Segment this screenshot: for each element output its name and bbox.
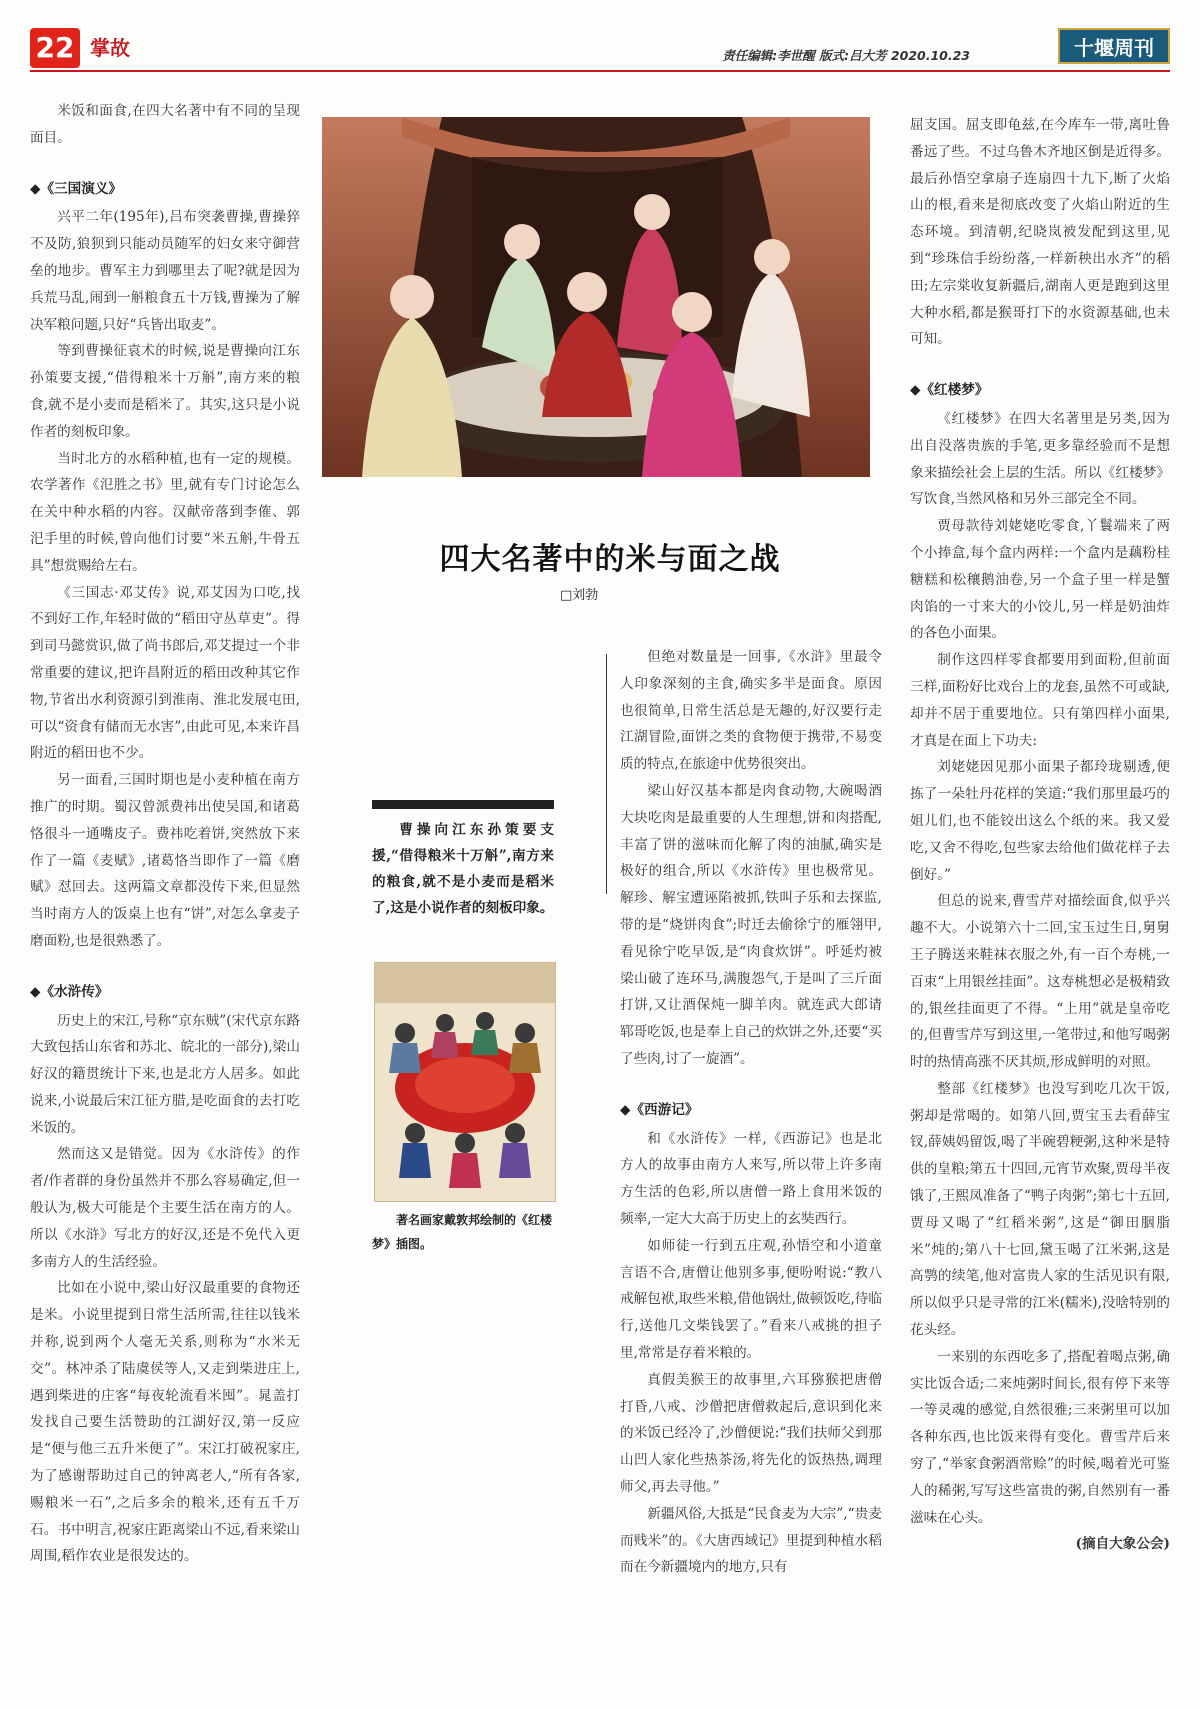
pull-quote-bar	[372, 800, 554, 809]
article-byline: □刘勃	[560, 588, 599, 603]
column-3	[910, 112, 1170, 1558]
page-header	[30, 28, 1170, 68]
paragraph: 但总的说来,曹雪芹对描绘面食,似乎兴趣不大。小说第六十二回,宝玉过生日,舅舅王子腾送来鞋袜衣服之外,有一百个寿桃,一百束“上用银丝挂面”。这寿桃想必是极精致的,银丝挂面更了不得。“上用”就是皇帝吃的,但曹雪芹写到这里,一笔带过,和他写喝粥时的热情高涨不厌其烦,形成鲜明的对照。	[910, 893, 1170, 1071]
masthead-logo: 十堰周刊	[1058, 28, 1170, 64]
section-heading: ◆《三国演义》	[30, 180, 123, 197]
paragraph: 和《水浒传》一样,《西游记》也是北方人的故事由南方人来写,所以带上许多南方生活的色彩,所以唐僧一路上食用米饭的频率,一定大大高于历史上的玄奘西行。	[620, 1130, 882, 1227]
paragraph: 等到曹操征袁术的时候,说是曹操向江东孙策要支援,“借得粮米十万斛”,南方来的粮食,就不是小麦而是稻米了。其实,这只是小说作者的刻板印象。	[30, 343, 300, 440]
paragraph: 然而这又是错觉。因为《水浒传》的作者/作者群的身份虽然并不那么容易确定,但一般认为,极大可能是个主要生活在南方的人。所以《水浒》写北方的好汉,还是不免代入更多南方人的生活经验。	[30, 1146, 300, 1270]
column-1	[30, 98, 300, 1570]
paragraph: 真假美猴王的故事里,六耳猕猴把唐僧打昏,八戒、沙僧把唐僧救起后,意识到化来的米饭已经冷了,沙僧便说:“我们扶师父到那山凹人家化些热茶汤,将先化的饭热热,调理师父,再去寻他。”	[620, 1371, 882, 1495]
paragraph: 历史上的宋江,号称“京东贼”(宋代京东路大致包括山东省和苏北、皖北的一部分),梁山好汉的籍贯统计下来,也是北方人居多。如此说来,小说最后宋江征方腊,是吃面食的去打吃米饭的。	[30, 1012, 300, 1136]
section-name: 掌故	[90, 36, 130, 60]
drama-still-photo	[322, 117, 870, 477]
paragraph: 新疆风俗,大抵是“民食麦为大宗”,“贵麦而贱米”的。《大唐西域记》里提到种植水稻而在今新疆境内的地方,只有	[620, 1505, 882, 1576]
paragraph: 屈支国。屈支即龟兹,在今库车一带,离吐鲁番远了些。不过乌鲁木齐地区倒是近得多。最后孙悟空拿扇子连扇四十九下,断了火焰山的根,看来是彻底改变了火焰山附近的生态环境。到清朝,纪晓岚被发配到这里,见到“珍珠信手纷纷落,一样新秧出水齐”的稻田;左宗棠收复新疆后,湖南人更是跑到这里大种水稻,都是猴哥打下的水资源基础,也未可知。	[910, 117, 1170, 348]
paragraph: 刘姥姥因见那小面果子都玲珑剔透,便拣了一朵牡丹花样的笑道:“我们那里最巧的姐儿们,也不能铰出这么个纸的来。我又爱吃,又舍不得吃,包些家去给他们做花样子去倒好。”	[910, 759, 1170, 883]
paragraph: 比如在小说中,梁山好汉最重要的食物还是米。小说里提到日常生活所需,往往以钱米并称,说到两个人毫无关系,则称为“水米无交”。林冲杀了陆虞侯等人,又走到柴进庄上,遇到柴进的庄客“每夜轮流看米囤”。晁盖打发找自己要生活赞助的江湖好汉,第一反应是“便与他三五升米便了”。宋江打破祝家庄,为了感谢帮助过自己的钟离老人,“所有各家,赐粮米一石”,之后多余的粮米,还有五千万石。书中明言,祝家庄距离梁山不远,看来梁山周围,稻作农业是很发达的。	[30, 1280, 300, 1565]
section-heading: ◆《红楼梦》	[910, 382, 989, 399]
paragraph: 《三国志·邓艾传》说,邓艾因为口吃,找不到好工作,年轻时做的“稻田守丛草吏”。得到司马懿赏识,做了尚书郎后,邓艾提过一个非常重要的建议,把许昌附近的稻田改种其它作物,节省出水利资源引到淮南、淮北发展屯田,可以“资食有储而无水害”,由此可见,本来许昌附近的稻田也不少。	[30, 584, 300, 762]
source-credit: (摘自大象公会)	[1075, 1536, 1170, 1553]
column-divider	[606, 654, 607, 894]
dream-red-chamber-illustration	[374, 962, 556, 1202]
paragraph: 另一面看,三国时期也是小麦种植在南方推广的时期。蜀汉曾派费祎出使吴国,和诸葛恪很斗一通嘴皮子。费祎吃着饼,突然放下来作了一篇《麦赋》,诸葛恪当即作了一篇《磨赋》怼回去。这两篇文章都没传下来,但显然当时南方人的饭桌上也有“饼”,对怎么拿麦子磨面粉,也是很熟悉了。	[30, 772, 300, 949]
paragraph: 制作这四样零食都要用到面粉,但前面三样,面粉好比戏台上的龙套,虽然不可或缺,却并不居于重要地位。只有第四样小面果,才真是在面上下功夫:	[910, 652, 1170, 749]
paragraph: 当时北方的水稻种植,也有一定的规模。农学著作《氾胜之书》里,就有专门讨论怎么在关中种水稻的内容。汉献帝落到李傕、郭汜手里的时候,曾向他们讨要“米五斛,牛骨五具”想赏赐给左右。	[30, 450, 300, 574]
caption-text: 著名画家戴敦邦绘制的《红楼梦》插图。	[372, 1213, 553, 1251]
paragraph: 《红楼梦》在四大名著里是另类,因为出自没落贵族的手笔,更多靠经验而不是想象来描绘社会上层的生活。所以《红楼梦》写饮食,当然风格和另外三部完全不同。	[910, 410, 1170, 508]
column-2	[620, 644, 882, 1581]
paragraph: 米饭和面食,在四大名著中有不同的呈现面目。	[30, 103, 300, 146]
paragraph: 梁山好汉基本都是肉食动物,大碗喝酒大块吃肉是最重要的人生理想,饼和肉搭配,丰富了饼的滋味而化解了肉的油腻,确实是极好的组合,所以《水浒传》里也极常见。解珍、解宝遭诬陷被抓,铁叫子乐和去探监,带的是“烧饼肉食”;时迁去偷徐宁的雁翎甲,看见徐宁吃早饭,是“肉食炊饼”。呼延灼被梁山破了连环马,满腹怨气,于是叫了三斤面打饼,又让酒保炖一脚羊肉。就连武大郎请郓哥吃饭,也是奉上自己的炊饼之外,还要“买了些肉,讨了一旋酒”。	[620, 782, 882, 1067]
header-rule	[30, 70, 1170, 72]
page-number: 22	[30, 28, 80, 68]
article-title: 四大名著中的米与面之战	[439, 542, 781, 577]
paragraph: 一来别的东西吃多了,搭配着喝点粥,确实比饭合适;二来炖粥时间长,很有停下来等一等灵魂的感觉,自然很雅;三来粥里可以加各种东西,也比饭来得有变化。曹雪芹后来穷了,“举家食粥酒常赊”的时候,喝着光可鉴人的稀粥,写写这些富贵的粥,自然别有一番滋味在心头。	[910, 1348, 1170, 1526]
illustration-caption	[372, 1208, 554, 1256]
illustration-drawing	[375, 963, 555, 1201]
paragraph: 整部《红楼梦》也没写到吃几次干饭,粥却是常喝的。如第八回,贾宝玉去看薛宝钗,薛姨妈留饭,喝了半碗碧粳粥,这种米是特供的皇粮;第五十四回,元宵节欢聚,贾母半夜饿了,王熙凤准备了“鸭子肉粥”;第七十五回,贾母又喝了“红稻米粥”,这是“御田胭脂米”炖的;第八十七回,黛玉喝了江米粥,这是高鹗的续笔,他对富贵人家的生活见识有限,所以似乎只是寻常的江米(糯米),没啥特别的花头经。	[910, 1080, 1170, 1339]
paragraph: 如师徒一行到五庄观,孙悟空和小道童言语不合,唐僧让他别多事,便吩咐说:“教八戒解包袱,取些米粮,借他锅灶,做顿饭吃,待临行,送他几文柴钱罢了。”看来八戒挑的担子里,常常是存着米粮的。	[620, 1237, 882, 1361]
paragraph: 兴平二年(195年),吕布突袭曹操,曹操猝不及防,狼狈到只能动员随军的妇女来守御营垒的地步。曹军主力到哪里去了呢?就是因为兵荒马乱,闹到一斛粮食五十万钱,曹操为了解决军粮问题,只好“兵皆出取麦”。	[30, 209, 300, 333]
paragraph: 贾母款待刘姥姥吃零食,丫鬟端来了两个小捧盒,每个盒内两样:一个盒内是藕粉桂糖糕和松穰鹅油卷,另一个盒子里一样是蟹肉馅的一寸来大的小饺儿,另一样是奶油炸的各色小面果。	[910, 518, 1170, 642]
pull-quote-box	[372, 800, 554, 921]
section-heading: ◆《西游记》	[620, 1101, 699, 1118]
pull-quote-text: 曹操向江东孙策要支援,“借得粮米十万斛”,南方来的粮食,就不是小麦而是稻米了,这是小说作者的刻板印象。	[372, 822, 554, 916]
editor-credits: 责任编辑:李世醒 版式:吕大芳 2020.10.23	[722, 48, 970, 63]
banquet-scene-illustration	[322, 117, 870, 477]
section-heading: ◆《水浒传》	[30, 983, 109, 1000]
pull-quote	[372, 817, 554, 921]
paragraph: 但绝对数量是一回事,《水浒》里最令人印象深刻的主食,确实多半是面食。原因也很简单,日常生活总是无趣的,好汉要行走江湖冒险,面饼之类的食物便于携带,不易变质的特点,在旅途中优势很突出。	[620, 649, 882, 773]
